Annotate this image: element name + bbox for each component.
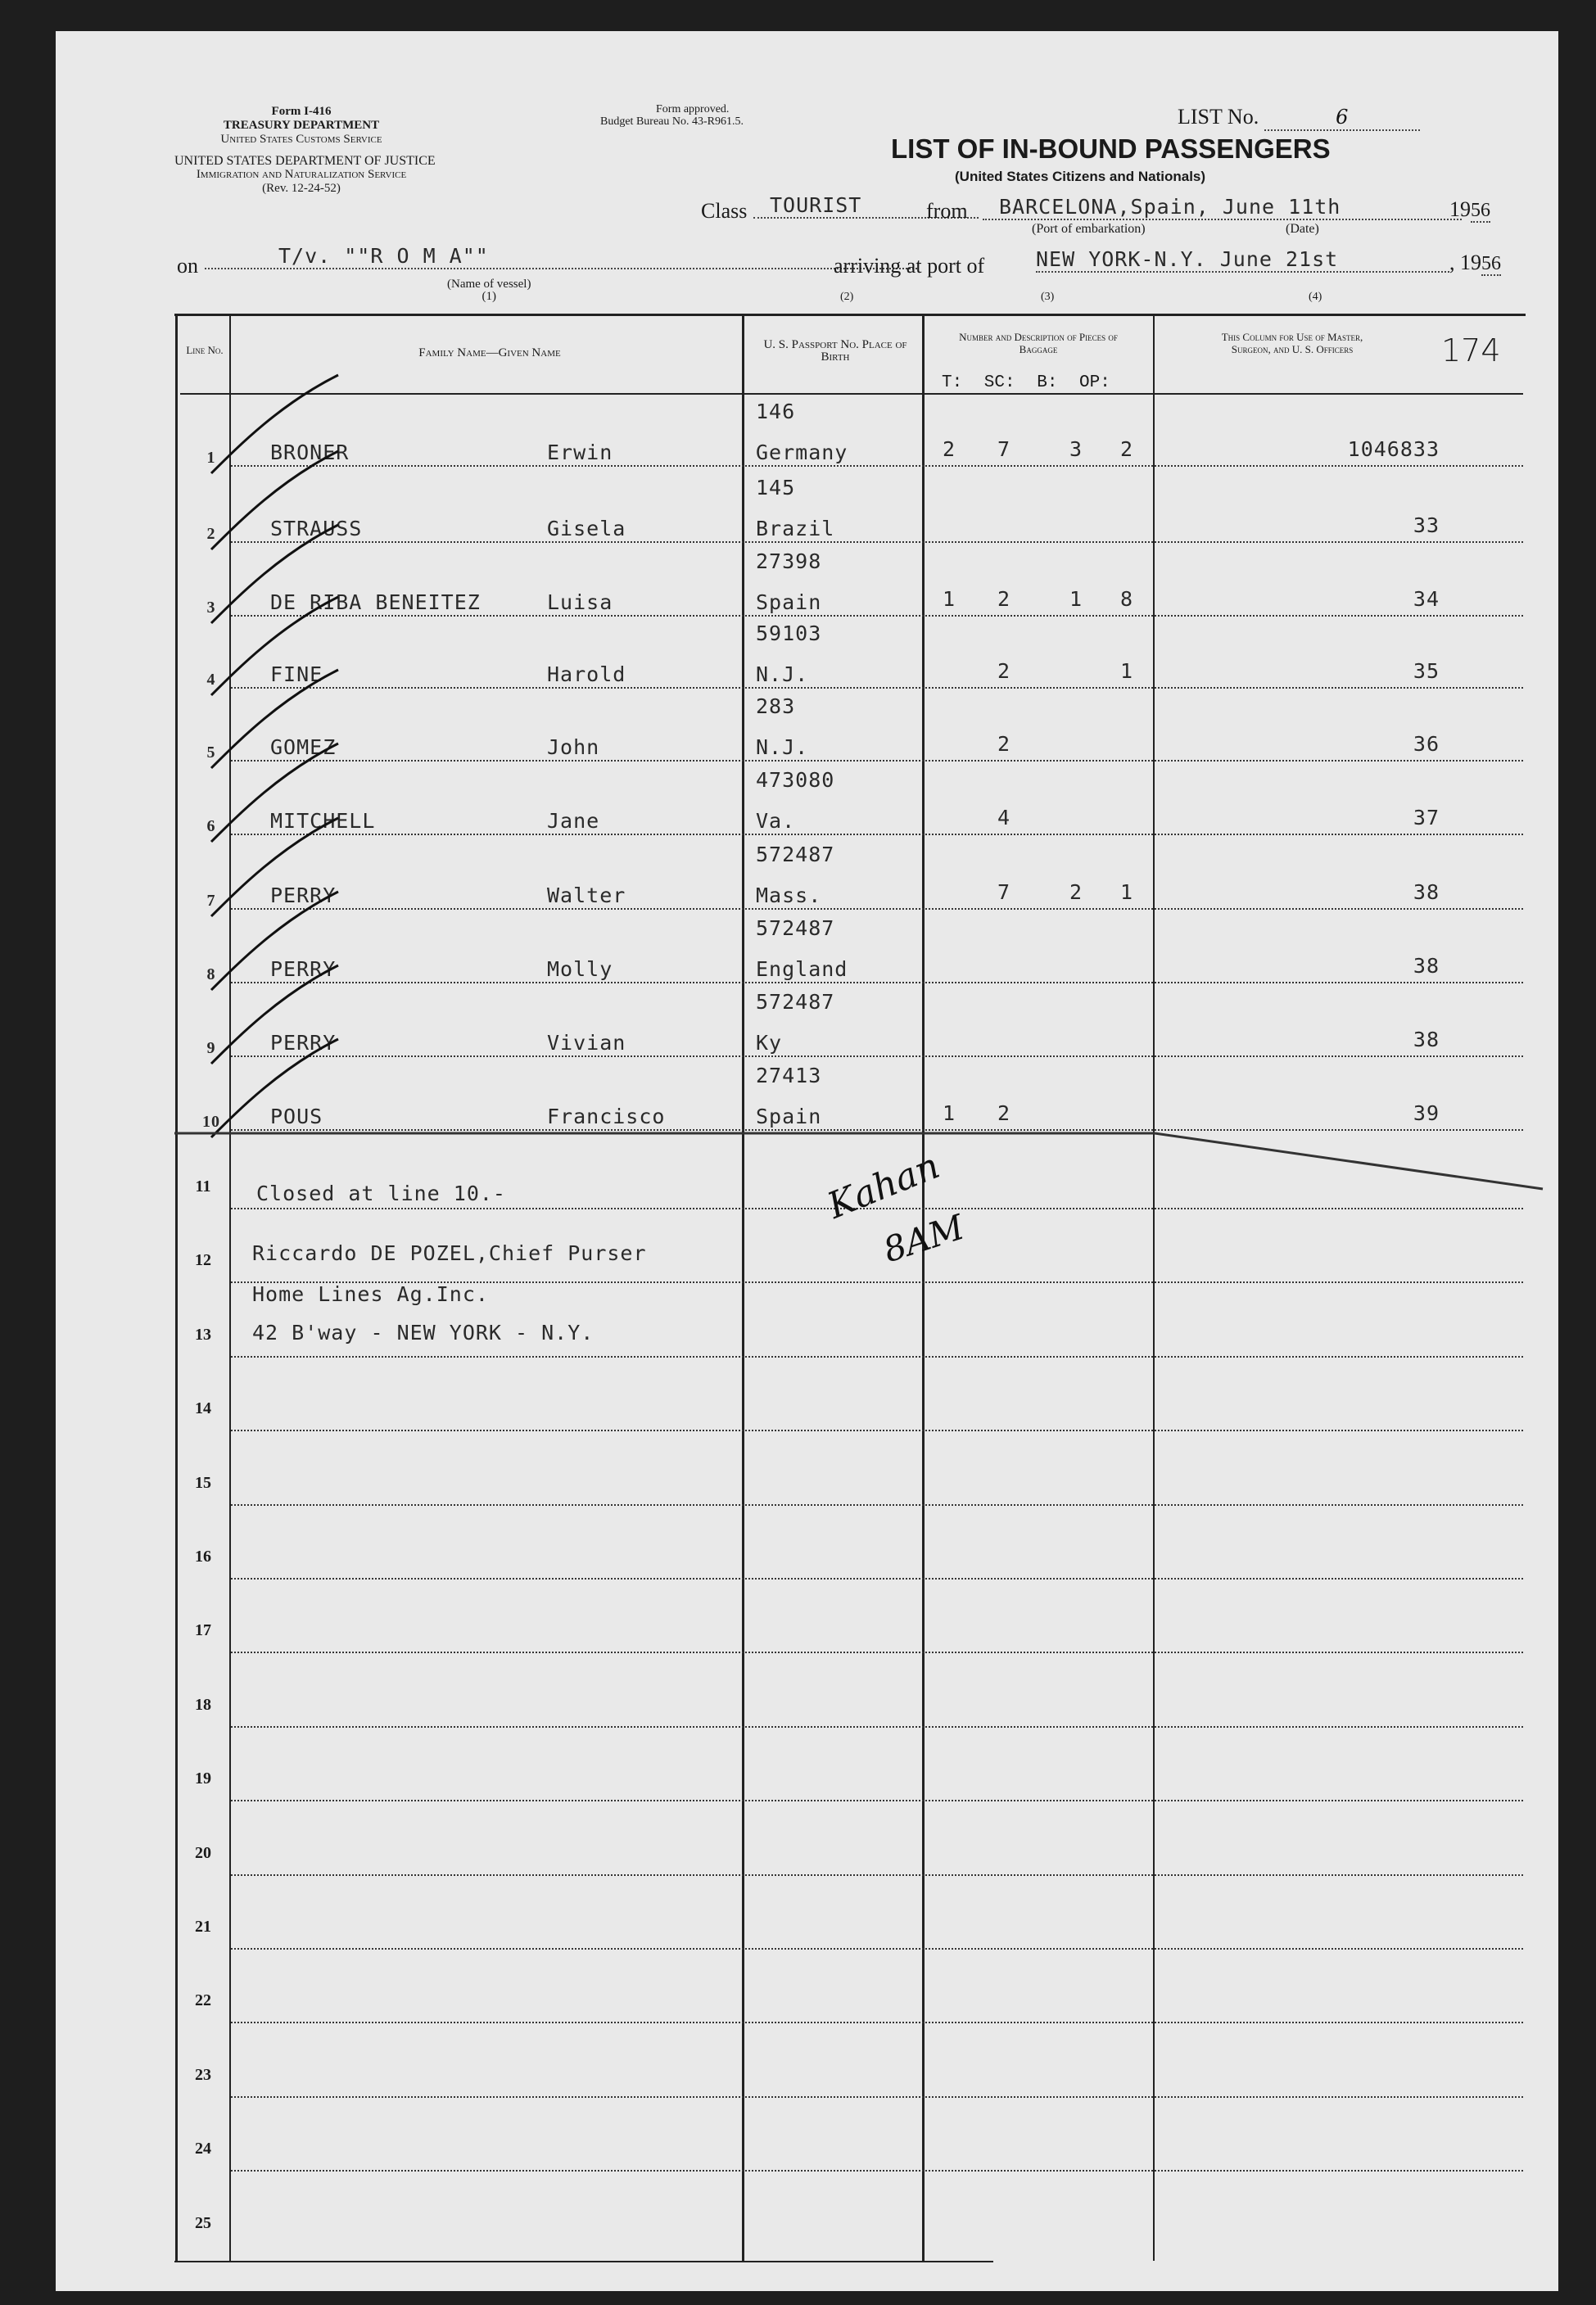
line-number: 17 xyxy=(195,1621,211,1640)
line-number: 20 xyxy=(195,1843,211,1862)
header-name: Family Name—Given Name xyxy=(418,346,561,359)
row-separator xyxy=(231,1504,1523,1506)
birth-place: N.J. xyxy=(756,662,809,686)
family-name: GOMEZ xyxy=(270,735,337,759)
row-separator xyxy=(231,1578,1523,1580)
officer-value: 38 xyxy=(1413,1028,1440,1051)
form-sheet xyxy=(56,31,1558,2291)
column-number-2: (2) xyxy=(840,291,854,303)
row-separator xyxy=(231,541,1523,543)
approval-block xyxy=(600,103,744,128)
header-passport: U. S. Passport No. Place of Birth xyxy=(763,338,907,364)
officer-value: 39 xyxy=(1413,1101,1440,1125)
line-number: 6 xyxy=(206,817,216,835)
baggage-op: 1 xyxy=(1120,880,1134,904)
officer-value: 34 xyxy=(1413,587,1440,611)
family-name: PERRY xyxy=(270,957,337,981)
line-number: 1 xyxy=(206,449,216,467)
page-title: LIST OF IN-BOUND PASSENGERS xyxy=(891,133,1331,164)
from-value: BARCELONA,Spain, June 11th xyxy=(983,195,1462,220)
baggage-op: 1 xyxy=(1120,659,1134,683)
birth-place: Mass. xyxy=(756,884,822,907)
birth-place: N.J. xyxy=(756,735,809,759)
officer-value: 1046833 xyxy=(1347,437,1440,461)
row-separator xyxy=(231,1800,1523,1801)
row-separator xyxy=(231,1356,1523,1358)
family-name: FINE xyxy=(270,662,323,686)
line-number: 23 xyxy=(195,2065,211,2084)
line-number: 15 xyxy=(195,1473,211,1492)
baggage-sc: 2 xyxy=(997,1101,1011,1125)
table-left-border xyxy=(175,314,178,2261)
row-separator xyxy=(231,465,1523,467)
line-number: 18 xyxy=(195,1695,211,1714)
header-line-no: Line No. xyxy=(186,344,224,356)
header-baggage-sub: T: SC: B: OP: xyxy=(942,373,1110,392)
line-number: 9 xyxy=(206,1039,216,1057)
given-name: Erwin xyxy=(547,441,613,464)
table-header-border xyxy=(180,393,1523,395)
treasury-label: TREASURY DEPARTMENT xyxy=(223,119,380,132)
line-number: 14 xyxy=(195,1399,211,1418)
line-number: 5 xyxy=(206,743,216,762)
baggage-op: 8 xyxy=(1120,587,1134,611)
line-number: 7 xyxy=(206,892,216,910)
class-value: TOURIST xyxy=(753,193,979,219)
table-top-border xyxy=(174,314,1526,316)
row-separator xyxy=(231,1726,1523,1728)
line-number: 2 xyxy=(206,525,216,543)
passport-number: 145 xyxy=(756,476,796,499)
birth-place: Spain xyxy=(756,1105,822,1128)
line-number: 13 xyxy=(195,1325,211,1344)
line-number: 24 xyxy=(195,2140,211,2158)
passport-column-divider xyxy=(922,314,925,2261)
row-separator xyxy=(231,1874,1523,1876)
line-number: 19 xyxy=(195,1769,211,1788)
ins-label: Immigration and Naturalization Service xyxy=(196,168,407,181)
baggage-sc: 7 xyxy=(997,880,1011,904)
baggage-sc: 2 xyxy=(997,587,1011,611)
line-number: 12 xyxy=(195,1251,211,1270)
passport-number: 572487 xyxy=(756,990,835,1014)
birth-place: England xyxy=(756,957,848,981)
baggage-column-divider xyxy=(1153,314,1155,2261)
row-separator xyxy=(231,1948,1523,1950)
family-name: PERRY xyxy=(270,1031,337,1055)
baggage-sc: 2 xyxy=(997,732,1011,756)
customs-label: United States Customs Service xyxy=(220,133,382,146)
birth-place: Ky xyxy=(756,1031,783,1055)
line-number: 21 xyxy=(195,1918,211,1936)
line-number: 8 xyxy=(206,965,216,983)
list-number xyxy=(1178,105,1420,131)
arriving-label: arriving at port of xyxy=(834,254,985,278)
budget-label: Budget Bureau No. 43-R961.5. xyxy=(600,115,744,128)
passport-number: 27398 xyxy=(756,549,822,573)
line-number: 10 xyxy=(202,1113,220,1131)
given-name: Harold xyxy=(547,662,626,686)
on-label: on xyxy=(177,254,198,278)
baggage-t: 1 xyxy=(943,1101,956,1125)
name-column-divider xyxy=(742,314,744,2261)
page-subtitle: (United States Citizens and Nationals) xyxy=(955,169,1206,184)
passport-number: 27413 xyxy=(756,1064,822,1087)
passport-number: 473080 xyxy=(756,768,835,792)
family-name: PERRY xyxy=(270,884,337,907)
given-name: Vivian xyxy=(547,1031,626,1055)
passport-number: 572487 xyxy=(756,916,835,940)
port-embarkation-caption: (Port of embarkation) xyxy=(1032,222,1146,236)
vessel-name: T/v. ""R O M A"" xyxy=(205,244,917,269)
line-number: 22 xyxy=(195,1991,211,2010)
page-stamp: 174 xyxy=(1441,332,1501,368)
row-separator xyxy=(231,615,1523,617)
row-separator xyxy=(231,687,1523,689)
given-name: Luisa xyxy=(547,590,613,614)
handwritten-signature: Kahan xyxy=(821,1145,946,1227)
family-name: BRONER xyxy=(270,441,350,464)
row-separator xyxy=(231,834,1523,835)
approved-label: Form approved. xyxy=(656,103,730,115)
passport-number: 59103 xyxy=(756,621,822,645)
row-separator xyxy=(231,2170,1523,2172)
row-separator xyxy=(231,760,1523,762)
birth-place: Germany xyxy=(756,441,848,464)
column-number-3: (3) xyxy=(1041,291,1055,303)
handwritten-time: 8AM xyxy=(878,1206,970,1271)
row-separator xyxy=(231,2022,1523,2023)
officer-value: 35 xyxy=(1413,659,1440,683)
table-bottom-border xyxy=(174,2261,993,2262)
passport-number: 572487 xyxy=(756,843,835,866)
baggage-sc: 4 xyxy=(997,806,1011,829)
revision-label: (Rev. 12-24-52) xyxy=(262,182,341,195)
arrival-year: , 1956 xyxy=(1449,251,1501,274)
passport-number: 283 xyxy=(756,694,796,718)
date-caption: (Date) xyxy=(1286,222,1319,236)
vessel-caption: (Name of vessel) (1) xyxy=(447,278,531,303)
row-separator xyxy=(231,1055,1523,1057)
family-name: POUS xyxy=(270,1105,323,1128)
line-number: 16 xyxy=(195,1548,211,1566)
officer-value: 33 xyxy=(1413,513,1440,537)
family-name: STRAUSS xyxy=(270,517,363,540)
list-number-value: 6 xyxy=(1264,105,1420,131)
baggage-b: 3 xyxy=(1069,437,1083,461)
from-year: 1956 xyxy=(1449,197,1490,221)
justice-block xyxy=(174,154,436,196)
header-officers: This Column for Use of Master, Surgeon, and U. S. Officers xyxy=(1221,331,1363,355)
officer-value: 37 xyxy=(1413,806,1440,829)
baggage-t: 1 xyxy=(943,587,956,611)
class-label: Class xyxy=(701,199,748,223)
agency-name: Home Lines Ag.Inc. xyxy=(252,1282,489,1306)
row-separator xyxy=(231,1129,1523,1131)
officer-value: 36 xyxy=(1413,732,1440,756)
line-number: 4 xyxy=(206,671,216,689)
officer-value: 38 xyxy=(1413,954,1440,978)
list-number-label: LIST No. xyxy=(1178,105,1259,129)
baggage-t: 2 xyxy=(943,437,956,461)
baggage-op: 2 xyxy=(1120,437,1134,461)
line-number: 25 xyxy=(195,2213,211,2232)
given-name: Walter xyxy=(547,884,626,907)
justice-label: UNITED STATES DEPARTMENT OF JUSTICE xyxy=(174,154,436,168)
family-name: DE RIBA BENEITEZ xyxy=(270,590,481,614)
agency-block xyxy=(179,105,424,147)
row-separator xyxy=(231,1430,1523,1431)
closing-note: Closed at line 10.- xyxy=(256,1182,506,1205)
passport-number: 146 xyxy=(756,400,796,423)
row-separator xyxy=(231,1652,1523,1653)
given-name: Molly xyxy=(547,957,613,981)
purser-name: Riccardo DE POZEL,Chief Purser xyxy=(252,1241,647,1265)
officer-value: 38 xyxy=(1413,880,1440,904)
line-number: 11 xyxy=(195,1177,211,1195)
row-separator xyxy=(231,2096,1523,2098)
row-separator xyxy=(231,982,1523,983)
given-name: John xyxy=(547,735,600,759)
row-separator xyxy=(231,908,1523,910)
given-name: Francisco xyxy=(547,1105,666,1128)
header-baggage: Number and Description of Pieces of Baggage xyxy=(959,331,1118,355)
line-number: 3 xyxy=(206,599,216,617)
from-label: from xyxy=(926,199,968,223)
family-name: MITCHELL xyxy=(270,809,376,833)
baggage-sc: 2 xyxy=(997,659,1011,683)
agency-address: 42 B'way - NEW YORK - N.Y. xyxy=(252,1321,595,1345)
birth-place: Va. xyxy=(756,809,796,833)
form-number: Form I-416 xyxy=(271,105,332,118)
check-mark-icon xyxy=(207,1035,371,1150)
closing-stroke xyxy=(56,31,1558,2291)
column-number-4: (4) xyxy=(1309,291,1322,303)
birth-place: Brazil xyxy=(756,517,835,540)
baggage-b: 1 xyxy=(1069,587,1083,611)
arriving-value: NEW YORK-N.Y. June 21st xyxy=(1036,247,1449,273)
baggage-sc: 7 xyxy=(997,437,1011,461)
given-name: Gisela xyxy=(547,517,626,540)
baggage-b: 2 xyxy=(1069,880,1083,904)
given-name: Jane xyxy=(547,809,600,833)
birth-place: Spain xyxy=(756,590,822,614)
